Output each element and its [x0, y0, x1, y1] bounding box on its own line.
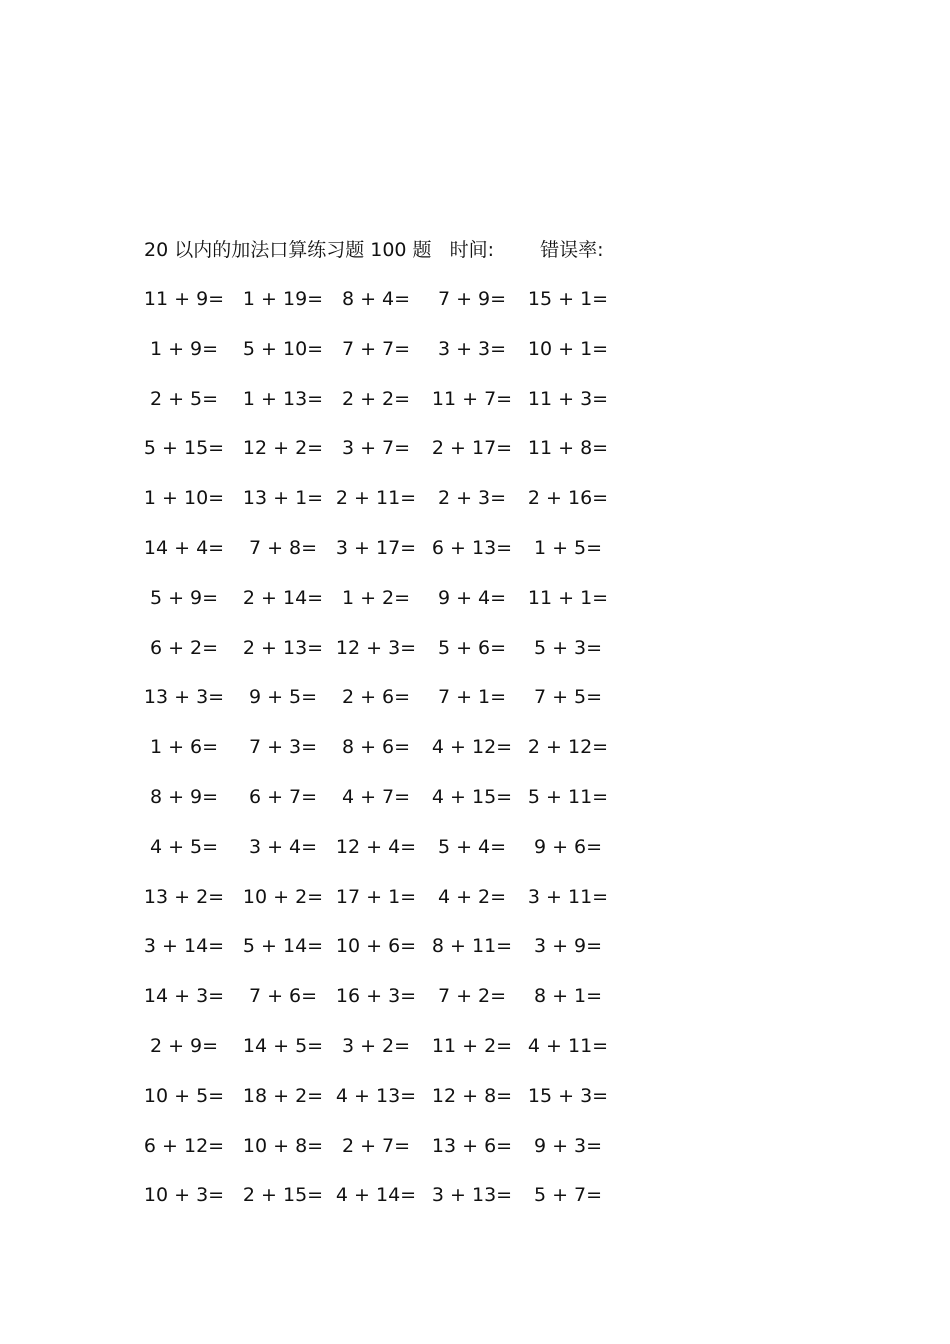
problem-item: 6 + 2= [149, 636, 219, 659]
problem-item: 3 + 3= [437, 337, 507, 360]
problem-item: 3 + 13= [431, 1184, 513, 1207]
problem-item: 5 + 9= [149, 586, 219, 609]
problem-grid [140, 285, 640, 1231]
problem-item: 14 + 4= [143, 536, 225, 559]
problem-item: 2 + 12= [527, 736, 609, 759]
problem-item: 2 + 2= [341, 387, 411, 410]
problem-item: 2 + 17= [431, 437, 513, 460]
problem-item: 1 + 13= [242, 387, 324, 410]
problem-row [140, 385, 640, 435]
problem-item: 7 + 3= [248, 736, 318, 759]
problem-item: 5 + 6= [437, 636, 507, 659]
problem-item: 2 + 6= [341, 686, 411, 709]
problem-row [140, 733, 640, 783]
problem-item: 1 + 10= [143, 487, 225, 510]
problem-item: 11 + 8= [527, 437, 609, 460]
problem-item: 1 + 6= [149, 736, 219, 759]
problem-item: 5 + 4= [437, 835, 507, 858]
problem-item: 7 + 6= [248, 985, 318, 1008]
problem-item: 2 + 3= [437, 487, 507, 510]
problem-item: 10 + 5= [143, 1084, 225, 1107]
problem-item: 4 + 14= [335, 1184, 417, 1207]
problem-row [140, 434, 640, 484]
problem-row [140, 932, 640, 982]
problem-item: 2 + 11= [335, 487, 417, 510]
problem-item: 11 + 2= [431, 1034, 513, 1057]
problem-item: 10 + 8= [242, 1134, 324, 1157]
problem-item: 15 + 1= [527, 288, 609, 310]
problem-item: 10 + 6= [335, 935, 417, 958]
problem-item: 6 + 7= [248, 785, 318, 808]
problem-item: 8 + 6= [341, 736, 411, 759]
problem-item: 14 + 3= [143, 985, 225, 1008]
problem-item: 7 + 9= [437, 288, 507, 310]
problem-item: 8 + 1= [533, 985, 603, 1008]
problem-item: 4 + 5= [149, 835, 219, 858]
error-rate-label: 错误率: [540, 239, 604, 261]
problem-item: 5 + 7= [533, 1184, 603, 1207]
problem-item: 5 + 15= [143, 437, 225, 460]
problem-item: 2 + 13= [242, 636, 324, 659]
problem-item: 3 + 7= [341, 437, 411, 460]
problem-item: 2 + 7= [341, 1134, 411, 1157]
problem-row [140, 1181, 640, 1231]
problem-item: 13 + 6= [431, 1134, 513, 1157]
problem-item: 11 + 9= [143, 288, 225, 310]
problem-row [140, 982, 640, 1032]
problem-item: 1 + 19= [242, 288, 324, 310]
problem-item: 4 + 7= [341, 785, 411, 808]
problem-item: 4 + 12= [431, 736, 513, 759]
problem-item: 5 + 3= [533, 636, 603, 659]
problem-item: 2 + 9= [149, 1034, 219, 1057]
problem-row [140, 484, 640, 534]
problem-item: 3 + 17= [335, 536, 417, 559]
problem-item: 3 + 11= [527, 885, 609, 908]
problem-row [140, 883, 640, 933]
problem-item: 8 + 11= [431, 935, 513, 958]
worksheet-header [144, 236, 603, 264]
problem-item: 16 + 3= [335, 985, 417, 1008]
problem-item: 9 + 5= [248, 686, 318, 709]
problem-item: 2 + 16= [527, 487, 609, 510]
problem-item: 6 + 12= [143, 1134, 225, 1157]
problem-item: 11 + 7= [431, 387, 513, 410]
problem-item: 12 + 3= [335, 636, 417, 659]
time-label: 时间: [449, 239, 495, 261]
problem-item: 17 + 1= [335, 885, 417, 908]
problem-item: 2 + 14= [242, 586, 324, 609]
problem-row [140, 584, 640, 634]
problem-item: 11 + 1= [527, 586, 609, 609]
problem-item: 2 + 15= [242, 1184, 324, 1207]
problem-item: 1 + 9= [149, 337, 219, 360]
problem-row [140, 1082, 640, 1132]
problem-item: 8 + 9= [149, 785, 219, 808]
problem-row [140, 783, 640, 833]
problem-item: 18 + 2= [242, 1084, 324, 1107]
problem-row [140, 833, 640, 883]
problem-item: 1 + 2= [341, 586, 411, 609]
problem-item: 5 + 14= [242, 935, 324, 958]
problem-item: 3 + 4= [248, 835, 318, 858]
problem-item: 4 + 11= [527, 1034, 609, 1057]
problem-row [140, 335, 640, 385]
problem-item: 2 + 5= [149, 387, 219, 410]
problem-row [140, 683, 640, 733]
problem-item: 7 + 7= [341, 337, 411, 360]
problem-item: 10 + 1= [527, 337, 609, 360]
problem-item: 9 + 3= [533, 1134, 603, 1157]
problem-row [140, 534, 640, 584]
problem-item: 6 + 13= [431, 536, 513, 559]
worksheet-title: 20 以内的加法口算练习题 100 题 [144, 239, 432, 261]
problem-row [140, 285, 640, 335]
problem-item: 12 + 8= [431, 1084, 513, 1107]
problem-item: 13 + 1= [242, 487, 324, 510]
problem-item: 7 + 1= [437, 686, 507, 709]
problem-item: 15 + 3= [527, 1084, 609, 1107]
problem-row [140, 634, 640, 684]
problem-item: 4 + 2= [437, 885, 507, 908]
problem-item: 4 + 13= [335, 1084, 417, 1107]
problem-item: 14 + 5= [242, 1034, 324, 1057]
problem-row [140, 1132, 640, 1182]
problem-row [140, 1032, 640, 1082]
problem-item: 9 + 4= [437, 586, 507, 609]
problem-item: 7 + 5= [533, 686, 603, 709]
problem-item: 13 + 2= [143, 885, 225, 908]
problem-item: 12 + 2= [242, 437, 324, 460]
problem-item: 3 + 14= [143, 935, 225, 958]
problem-item: 3 + 9= [533, 935, 603, 958]
problem-item: 8 + 4= [341, 288, 411, 310]
problem-item: 3 + 2= [341, 1034, 411, 1057]
problem-item: 10 + 3= [143, 1184, 225, 1207]
problem-item: 5 + 10= [242, 337, 324, 360]
problem-item: 9 + 6= [533, 835, 603, 858]
problem-item: 4 + 15= [431, 785, 513, 808]
problem-item: 13 + 3= [143, 686, 225, 709]
problem-item: 1 + 5= [533, 536, 603, 559]
problem-item: 11 + 3= [527, 387, 609, 410]
problem-item: 7 + 8= [248, 536, 318, 559]
problem-item: 7 + 2= [437, 985, 507, 1008]
problem-item: 10 + 2= [242, 885, 324, 908]
problem-item: 5 + 11= [527, 785, 609, 808]
problem-item: 12 + 4= [335, 835, 417, 858]
